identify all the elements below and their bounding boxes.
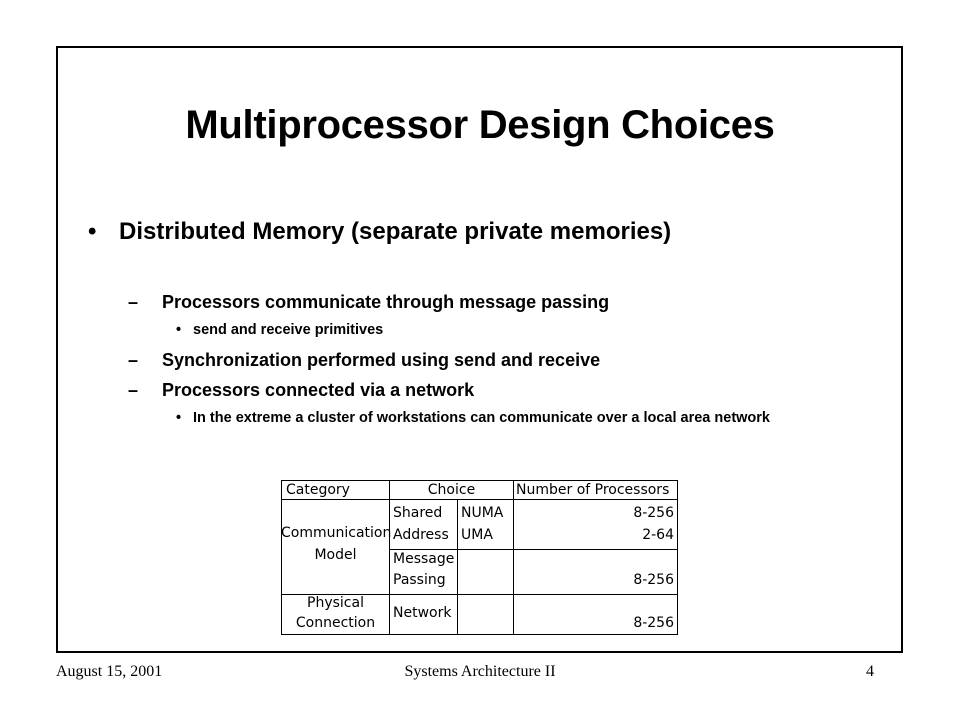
shared-label: Shared <box>393 505 443 521</box>
main-bullet <box>88 218 671 246</box>
sub-item-message-passing <box>128 292 609 313</box>
sub-sub-item-text: In the extreme a cluster of workstations can communicate over a local area network <box>193 410 770 426</box>
numa-value: 8-256 <box>633 505 674 521</box>
sub-item-network <box>128 380 474 401</box>
sub-item-text: Processors communicate through message passing <box>162 292 610 312</box>
page-number: 4 <box>866 663 874 680</box>
sub-sub-item-primitives <box>176 320 876 340</box>
sub-item-text: Processors connected via a network <box>162 380 475 400</box>
header-choice: Choice <box>427 482 476 498</box>
bullet-marker: • <box>88 218 97 245</box>
dash-marker: – <box>128 292 139 312</box>
design-choices-table <box>281 480 678 635</box>
header-processors: Number of Processors <box>516 482 670 498</box>
message-label: Message <box>393 551 455 567</box>
sub-item-synchronization <box>128 350 600 371</box>
communication-label: Communication <box>281 525 392 541</box>
numa-label: NUMA <box>461 505 504 521</box>
sub-sub-item-cluster <box>176 408 876 428</box>
sub-sub-item-text: send and receive primitives <box>193 322 384 338</box>
bullet-marker: • <box>176 322 182 338</box>
address-label: Address <box>393 527 449 543</box>
sub-item-text: Synchronization performed using send and receive <box>162 350 601 370</box>
dash-marker: – <box>128 380 139 400</box>
network-label: Network <box>393 605 452 621</box>
header-category: Category <box>286 482 350 498</box>
physical-label: Physical <box>307 595 364 611</box>
network-value: 8-256 <box>633 615 674 631</box>
bullet-marker: • <box>176 410 182 426</box>
uma-value: 2-64 <box>642 527 674 543</box>
main-bullet-text: Distributed Memory (separate private memories) <box>119 218 672 245</box>
model-label: Model <box>314 547 357 563</box>
message-value: 8-256 <box>633 572 674 588</box>
uma-label: UMA <box>461 527 493 543</box>
footer-date: August 15, 2001 <box>56 663 163 680</box>
slide-title: Multiprocessor Design Choices <box>185 103 775 147</box>
dash-marker: – <box>128 350 139 370</box>
message-empty-cell <box>457 549 514 595</box>
footer-course: Systems Architecture II <box>404 663 556 680</box>
connection-label: Connection <box>295 615 376 631</box>
passing-label: Passing <box>393 572 446 588</box>
network-empty-cell <box>457 594 514 635</box>
